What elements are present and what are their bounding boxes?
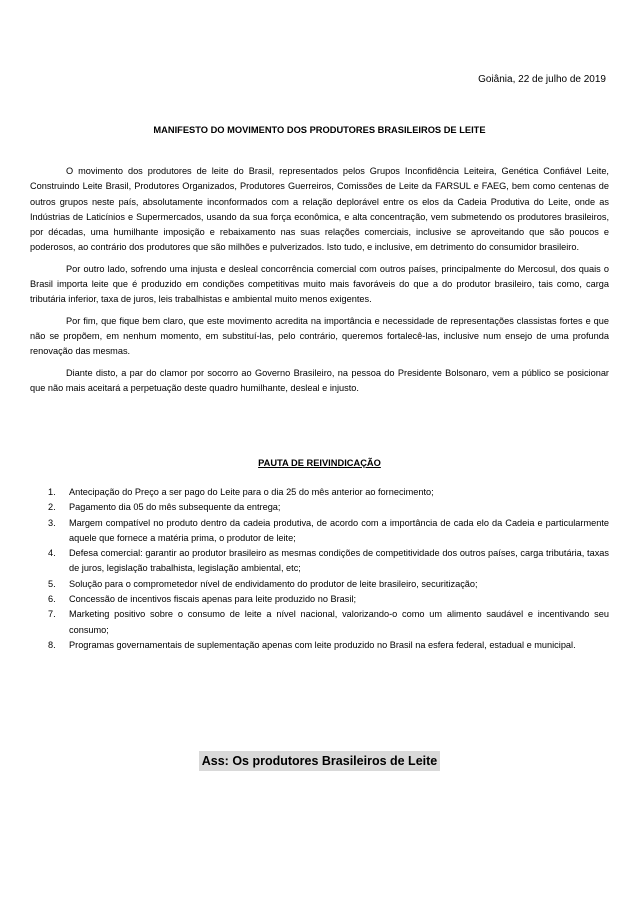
list-item-number: 6. bbox=[48, 594, 56, 605]
list-item-text: Concessão de incentivos fiscais apenas para leite produzido no Brasil; bbox=[69, 594, 357, 605]
list-item bbox=[48, 592, 609, 607]
list-item bbox=[48, 638, 609, 653]
list-item-number: 3. bbox=[48, 517, 56, 528]
manifesto-body bbox=[30, 164, 609, 402]
signature-line: Ass: Os produtores Brasileiros de Leite bbox=[199, 751, 441, 771]
document-title: MANIFESTO DO MOVIMENTO DOS PRODUTORES BRASILEIROS DE LEITE bbox=[153, 125, 486, 135]
list-item-text: Programas governamentais de suplementação apenas com leite produzido no Brasil na esfera federal, estadual e municipal. bbox=[69, 639, 576, 650]
list-item bbox=[48, 607, 609, 638]
list-item bbox=[48, 546, 609, 577]
list-item-number: 5. bbox=[48, 578, 56, 589]
list-item-text: Antecipação do Preço a ser pago do Leite para o dia 25 do mês anterior ao fornecimento; bbox=[69, 487, 434, 497]
list-item bbox=[48, 485, 609, 500]
list-item-number: 2. bbox=[48, 502, 56, 513]
list-item-number: 8. bbox=[48, 639, 56, 650]
list-item-text: Solução para o comprometedor nível de endividamento do produtor de leite brasileiro, securitização; bbox=[69, 578, 478, 589]
paragraph: O movimento dos produtores de leite do Brasil, representados pelos Grupos Inconfidência Leiteira, Genética Confiável Leite, Construindo Leite Brasil, Produtores Organizados, Produtores Guerreiros, Comissões de Leite da FARSUL e FAEG, bem como centenas de outros grupos neste país, absolutamente inconformados com a relação deplorável entre os elos da Cadeia Produtiva do Leite, onde as Indústrias de Laticínios e Supermercados, usando da sua força econômica, e alta concentração, vem submetendo os produtores brasileiros, por décadas, uma humilhante imposição e rebaixamento nas suas relações comerciais, inclusive se aproveitando que são poucos e poderosos, ao contrário dos produtores que são milhões e pulverizados. Isto tudo, e inclusive, em detrimento do consumidor brasileiro. bbox=[30, 166, 609, 253]
list-item-number: 1. bbox=[48, 487, 56, 497]
paragraph: Diante disto, a par do clamor por socorro ao Governo Brasileiro, na pessoa do Presidente Bolsonaro, vem a público se posicionar que não mais aceitará a perpetuação deste quadro humilhante, desleal e injusto. bbox=[30, 367, 609, 393]
list-item bbox=[48, 577, 609, 592]
list-item-text: Marketing positivo sobre o consumo de leite a nível nacional, valorizando-o como um alimento saudável e incentivando seu consumo; bbox=[69, 609, 609, 635]
signature-block bbox=[0, 751, 639, 771]
pauta-heading: PAUTA DE REIVINDICAÇÃO bbox=[258, 458, 381, 468]
demands-list bbox=[48, 485, 609, 653]
list-item-number: 7. bbox=[48, 609, 56, 620]
list-item bbox=[48, 500, 609, 515]
paragraph: Por fim, que fique bem claro, que este movimento acredita na importância e necessidade de representações classistas fortes e que não se propõem, em nenhum momento, em substituí-las, pelo contrário, queremos fortalecê-las, inclusive num ensejo de uma profunda renovação das mesmas. bbox=[30, 315, 609, 357]
document-date: Goiânia, 22 de julho de 2019 bbox=[478, 74, 606, 85]
paragraph: Por outro lado, sofrendo uma injusta e desleal concorrência comercial com outros países, principalmente do Mercosul, dos quais o Brasil importa leite que é produzido em condições competitivas muito mais favoráveis do que a do produtor brasileiro, tais como, carga tributária inferior, taxa de juros, leis trabalhistas e ambiental muito menos exigentes. bbox=[30, 263, 609, 305]
list-item-text: Defesa comercial: garantir ao produtor brasileiro as mesmas condições de competitividade dos outros países, carga tributária, taxas de juros, legislação trabalhista, legislação ambiental, etc; bbox=[69, 548, 609, 574]
list-item-number: 4. bbox=[48, 548, 56, 559]
list-item-text: Pagamento dia 05 do mês subsequente da entrega; bbox=[69, 502, 281, 513]
list-item bbox=[48, 516, 609, 547]
list-item-text: Margem compatível no produto dentro da cadeia produtiva, de acordo com a importância de cada elo da Cadeia e particularmente aquele que fornece a matéria prima, o produtor de leite; bbox=[69, 517, 609, 543]
